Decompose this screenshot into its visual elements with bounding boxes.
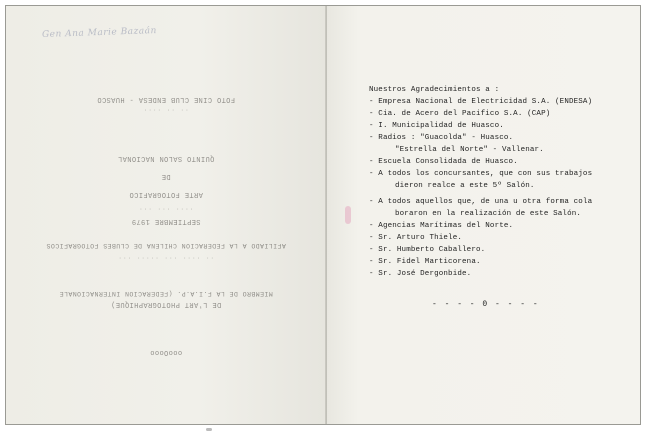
pink-stain: [345, 206, 351, 224]
ack-item: - Agencias Marítimas del Norte.: [369, 222, 514, 230]
ack-title: Nuestros Agradecimientos a :: [369, 86, 500, 94]
mirrored-line: oooOooo: [149, 348, 183, 356]
mirrored-faint-line: ·· ·· ····: [143, 105, 190, 113]
ack-item: - Empresa Nacional de Electricidad S.A. (ENDESA): [369, 98, 593, 106]
ack-item: - Cia. de Acero del Pacifico S.A. (CAP): [369, 110, 551, 118]
mirrored-line: AFILIADO A LA FEDERACION CHILENA DE CLUBES FOTOGRAFICOS: [46, 242, 286, 249]
ack-item-continued: "Estrella del Norte" - Vallenar.: [395, 146, 544, 154]
mirrored-line: SEPTIEMBRE 1979: [131, 217, 201, 225]
mirrored-faint-line: ·· ···· ··· ····· ···: [117, 253, 215, 261]
ack-item: - Sr. Arturo Thiele.: [369, 234, 463, 242]
scanned-document: [5, 5, 641, 425]
ack-item: - A todos aquellos que, de una u otra forma cola: [369, 198, 593, 206]
ack-item: - Sr. Humberto Caballero.: [369, 246, 486, 254]
mirrored-line: DE L'ART PHOTOGRAPHIQUE): [110, 300, 222, 308]
handwritten-signature: Gen Ana Marie Bazaán: [41, 25, 158, 41]
scan-speck: [206, 428, 212, 431]
ack-item-continued: boraron en la realización de este Salón.: [395, 210, 582, 218]
closing-separator: - - - - 0 - - - -: [432, 300, 540, 309]
ack-item: - Sr. Fidel Marticorena.: [369, 258, 481, 266]
ack-item: - Sr. José Dergonbide.: [369, 270, 472, 278]
mirrored-faint-line: ···· ··· ···: [138, 204, 194, 212]
ack-item: - Escuela Consolidada de Huasco.: [369, 158, 518, 166]
mirrored-line: FOTO CINE CLUB ENDESA - HUASCO: [96, 95, 236, 103]
ack-item: - Radios : "Guacolda" - Huasco.: [369, 134, 514, 142]
mirrored-line: DE: [161, 172, 171, 180]
ack-item-continued: dieron realce a este 5º Salón.: [395, 182, 535, 190]
bleed-through-text: [6, 6, 326, 424]
mirrored-line: ARTE FOTOGRAFICO: [129, 190, 203, 198]
left-page: [6, 6, 326, 424]
ack-item: - A todos los concursantes, que con sus trabajos: [369, 170, 593, 178]
ack-item: - I. Municipalidad de Huasco.: [369, 122, 504, 130]
mirrored-line: MIEMBRO DE LA F.I.A.P. (FEDERACION INTERNACIONALE: [59, 290, 273, 297]
mirrored-line: QUINTO SALON NACIONAL: [117, 154, 215, 162]
right-page: [327, 6, 640, 424]
